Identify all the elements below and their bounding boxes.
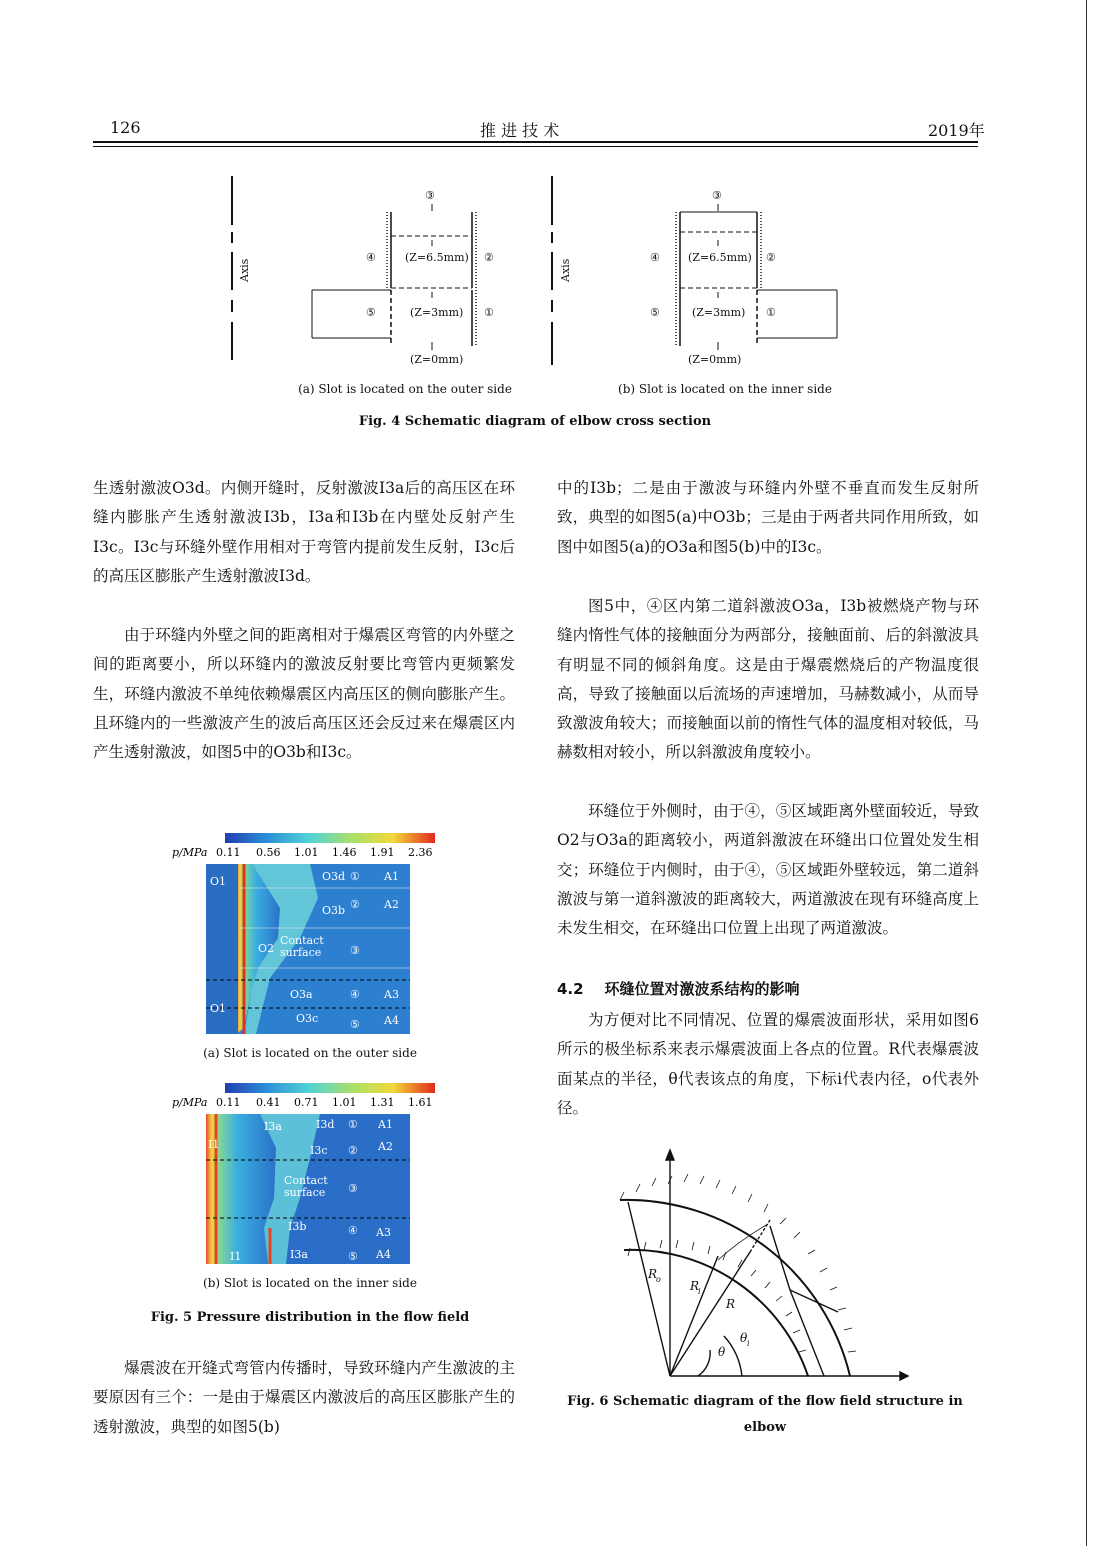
svg-text:0.56: 0.56 — [256, 846, 281, 859]
svg-text:①: ① — [484, 306, 494, 319]
svg-text:⑤: ⑤ — [650, 306, 660, 319]
svg-text:③: ③ — [425, 189, 435, 202]
svg-text:A2: A2 — [378, 1140, 393, 1153]
fig4-caption: Fig. 4 Schematic diagram of elbow cross section — [358, 414, 712, 429]
svg-text:p/MPa: p/MPa — [172, 846, 208, 859]
svg-text:o: o — [656, 1275, 661, 1284]
svg-text:(Z=3mm): (Z=3mm) — [692, 306, 746, 319]
svg-text:I1: I1 — [230, 1250, 242, 1263]
svg-text:R: R — [690, 1279, 700, 1293]
svg-text:i: i — [747, 1339, 750, 1348]
fig5-caption: Fig. 5 Pressure distribution in the flow field — [150, 1310, 470, 1325]
svg-text:A1: A1 — [384, 870, 399, 883]
svg-text:④: ④ — [366, 251, 376, 264]
right-paragraph-4: 为方便对比不同情况、位置的爆震波面形状，采用如图6所示的极坐标系来表示爆震波面上各点的位置。R代表爆震波面某点的半径，θ代表该点的角度，下标i代表内径，o代表外径。 — [557, 1011, 979, 1117]
page-number: 126 — [110, 118, 141, 137]
svg-text:A4: A4 — [384, 1014, 399, 1027]
svg-text:③: ③ — [712, 189, 722, 202]
fig4-subcaption-a: (a) Slot is located on the outer side — [298, 382, 512, 396]
right-paragraph-3: 环缝位于外侧时，由于④，⑤区域距离外壁面较近，导致O2与O3a的距离较小，两道斜激波在环缝出口位置处发生相交；环缝位于内侧时，由于④，⑤区域距外壁较远，第二道斜激波与第一道斜激波的距离较大，两道激波在现有环缝高度上未发生相交，在环缝出口位置上出现了两道激波。 — [557, 802, 979, 938]
svg-text:①: ① — [348, 1118, 358, 1131]
svg-text:②: ② — [350, 898, 360, 911]
svg-text:1.31: 1.31 — [370, 1096, 395, 1109]
svg-text:O1: O1 — [210, 875, 227, 888]
svg-text:O2: O2 — [258, 942, 275, 955]
journal-name: 推 进 技 术 — [480, 121, 560, 140]
svg-text:②: ② — [766, 251, 776, 264]
svg-text:p/MPa: p/MPa — [172, 1096, 208, 1109]
svg-text:R: R — [648, 1267, 658, 1281]
svg-text:2.36: 2.36 — [408, 846, 433, 859]
svg-text:0.71: 0.71 — [294, 1096, 319, 1109]
svg-text:(Z=6.5mm): (Z=6.5mm) — [688, 251, 752, 264]
right-paragraph-1: 中的I3b；二是由于激波与环缝内外壁不垂直而发生反射所致，典型的如图5(a)中O3b；三是由于两者共同作用所致，如图中如图5(a)的O3a和图5(b)中的I3c。 — [557, 479, 979, 556]
svg-text:Contact: Contact — [280, 934, 324, 947]
svg-text:①: ① — [766, 306, 776, 319]
axis-label-a: Axis — [238, 258, 251, 282]
svg-text:I1: I1 — [208, 1138, 220, 1151]
svg-text:③: ③ — [348, 1182, 358, 1195]
svg-text:I3d: I3d — [316, 1118, 335, 1131]
svg-text:I3c: I3c — [310, 1144, 328, 1157]
svg-text:O3b: O3b — [322, 904, 346, 917]
svg-text:⑤: ⑤ — [348, 1250, 358, 1263]
svg-text:O3a: O3a — [290, 988, 313, 1001]
section-heading-4-2: 4.2 环缝位置对激波系结构的影响 — [557, 980, 800, 998]
year-label: 2019年 — [928, 121, 985, 140]
svg-text:A1: A1 — [378, 1118, 393, 1131]
svg-text:(Z=0mm): (Z=0mm) — [410, 353, 464, 366]
svg-text:θ: θ — [718, 1345, 726, 1359]
svg-text:0.11: 0.11 — [216, 1096, 241, 1109]
left-paragraph-3: 爆震波在开缝式弯管内传播时，导致环缝内产生激波的主要原因有三个：一是由于爆震区内激波后的高压区膨胀产生的透射激波，典型的如图5(b) — [93, 1359, 515, 1436]
svg-text:⑤: ⑤ — [350, 1018, 360, 1031]
svg-text:(Z=0mm): (Z=0mm) — [688, 353, 742, 366]
svg-text:(Z=3mm): (Z=3mm) — [410, 306, 464, 319]
svg-text:0.11: 0.11 — [216, 846, 241, 859]
figure-5-pressure — [160, 828, 460, 1303]
svg-text:surface: surface — [284, 1186, 326, 1199]
svg-text:A4: A4 — [376, 1248, 391, 1261]
svg-text:i: i — [698, 1287, 701, 1296]
svg-text:O3c: O3c — [296, 1012, 319, 1025]
svg-text:surface: surface — [280, 946, 322, 959]
svg-text:A3: A3 — [384, 988, 399, 1001]
left-paragraph-2: 由于环缝内外壁之间的距离相对于爆震区弯管的内外壁之间的距离要小，所以环缝内的激波反射要比弯管内更频繁发生，环缝内激波不单纯依赖爆震区内高压区的侧向膨胀产生。且环缝内的一些激波产生的波后高压区还会反过来在爆震区内产生透射激波，如图5中的O3b和I3c。 — [93, 626, 515, 762]
svg-text:0.41: 0.41 — [256, 1096, 281, 1109]
axis-label-b: Axis — [559, 258, 572, 282]
right-paragraph-2: 图5中，④区内第二道斜激波O3a，I3b被燃烧产物与环缝内惰性气体的接触面分为两部分，接触面前、后的斜激波具有明显不同的倾斜角度。这是由于爆震燃烧后的产物温度很高，导致了接触面以后流场的声速增加，马赫数减小，从而导致激波角较大；而接触面以前的惰性气体的温度相对较低，马赫数相对较小，所以斜激波角度较小。 — [557, 597, 979, 762]
svg-text:1.61: 1.61 — [408, 1096, 433, 1109]
fig6-caption-line2: elbow — [743, 1420, 787, 1435]
svg-text:I3a: I3a — [290, 1248, 308, 1261]
svg-text:Contact: Contact — [284, 1174, 328, 1187]
svg-text:θ: θ — [740, 1331, 748, 1345]
svg-text:R: R — [726, 1297, 736, 1311]
svg-text:②: ② — [348, 1144, 358, 1157]
svg-text:④: ④ — [350, 988, 360, 1001]
svg-text:③: ③ — [350, 944, 360, 957]
fig5-subcaption-b: (b) Slot is located on the inner side — [203, 1276, 417, 1290]
figure-6-polar-diagram — [600, 1140, 930, 1390]
svg-text:②: ② — [484, 251, 494, 264]
svg-text:A2: A2 — [384, 898, 399, 911]
fig5-subcaption-a: (a) Slot is located on the outer side — [203, 1046, 417, 1060]
svg-text:I3b: I3b — [288, 1220, 307, 1233]
svg-text:④: ④ — [348, 1224, 358, 1237]
svg-text:A3: A3 — [376, 1226, 391, 1239]
svg-text:1.01: 1.01 — [294, 846, 319, 859]
figure-4-diagram — [0, 0, 1102, 420]
svg-text:I3a: I3a — [264, 1120, 282, 1133]
left-paragraph-1: 生透射激波O3d。内侧开缝时，反射激波I3a后的高压区在环缝内膨胀产生透射激波I3b，I3a和I3b在内壁处反射产生I3c。I3c与环缝外壁作用相对于弯管内提前发生反射，I3c后的高压区膨胀产生透射激波I3d。 — [93, 479, 515, 585]
svg-text:1.46: 1.46 — [332, 846, 357, 859]
svg-text:⑤: ⑤ — [366, 306, 376, 319]
fig4-subcaption-b: (b) Slot is located on the inner side — [618, 382, 832, 396]
svg-text:O3d: O3d — [322, 870, 346, 883]
svg-text:O1: O1 — [210, 1002, 227, 1015]
fig6-caption-line1: Fig. 6 Schematic diagram of the flow field structure in — [567, 1394, 963, 1409]
svg-text:1.01: 1.01 — [332, 1096, 357, 1109]
svg-text:(Z=6.5mm): (Z=6.5mm) — [405, 251, 469, 264]
svg-text:④: ④ — [650, 251, 660, 264]
svg-text:1.91: 1.91 — [370, 846, 395, 859]
svg-text:①: ① — [350, 870, 360, 883]
